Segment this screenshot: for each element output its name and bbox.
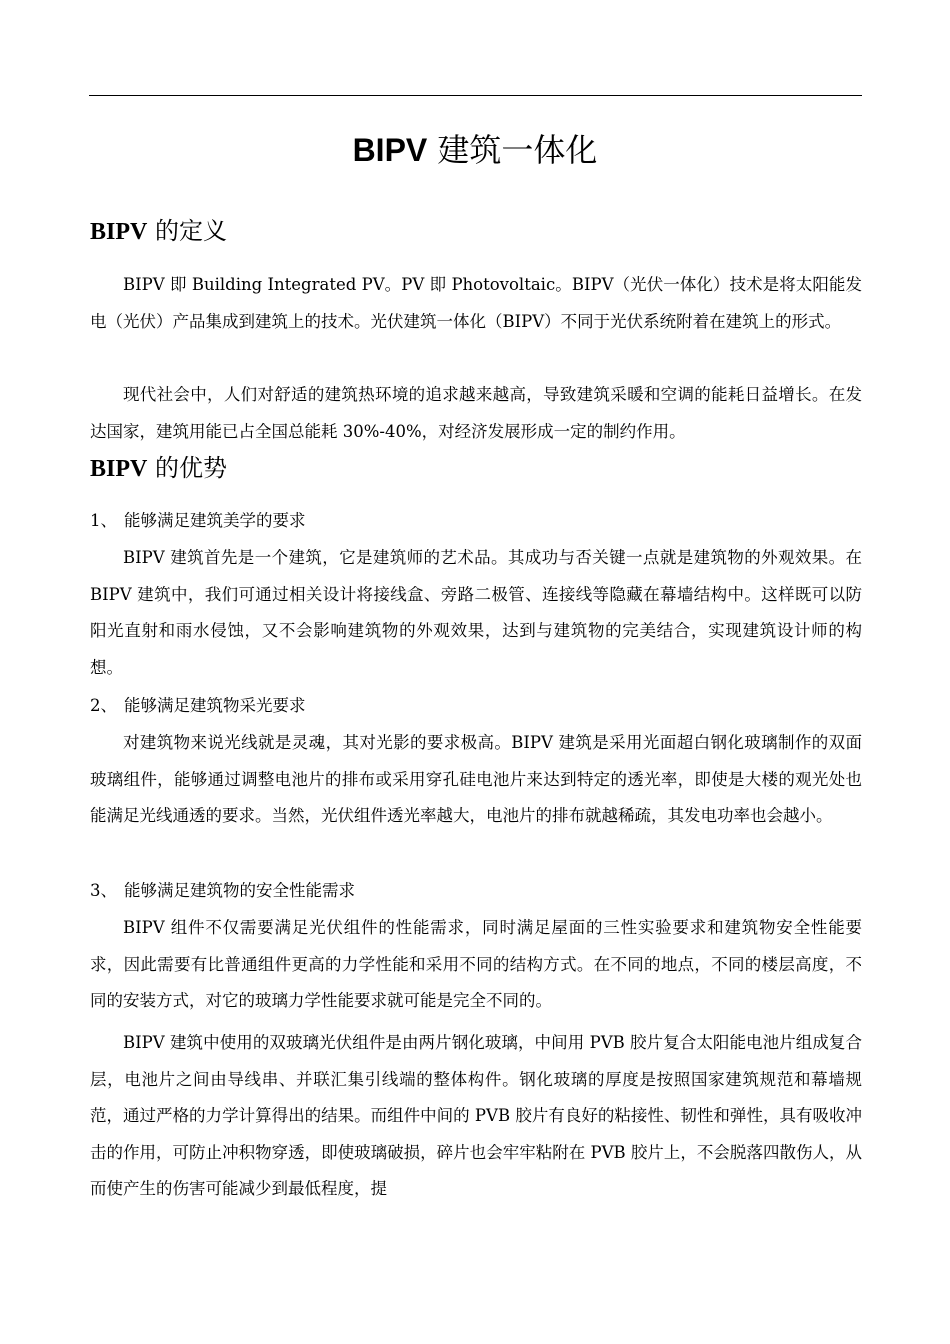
list-item-safety: 3、 能够满足建筑物的安全性能需求: [90, 881, 355, 900]
document-title: BIPV 建筑一体化: [352, 131, 598, 169]
paragraph-aesthetics: BIPV 建筑首先是一个建筑，它是建筑师的艺术品。其成功与否关键一点就是建筑物的外观效果。在 BIPV 建筑中，我们可通过相关设计将接线盒、旁路二极管、连接线等隐藏在幕墙结构中。这样既可以防阳光直射和雨水侵蚀，又不会影响建筑物的外观效果，达到与建筑物的完美结合，实现建筑设计师的构想。: [90, 548, 862, 677]
paragraph-safety: BIPV 组件不仅需要满足光伏组件的性能需求，同时满足屋面的三性实验要求和建筑物安全性能要求，因此需要有比普通组件更高的力学性能和采用不同的结构方式。在不同的地点，不同的楼层高度，不同的安装方式，对它的玻璃力学性能要求就可能是完全不同的。: [90, 918, 862, 1010]
paragraph-energy: 现代社会中，人们对舒适的建筑热环境的追求越来越高，导致建筑采暖和空调的能耗日益增长。在发达国家，建筑用能已占全国总能耗 30%-40%，对经济发展形成一定的制约作用。: [90, 385, 862, 441]
list-item-aesthetics: 1、 能够满足建筑美学的要求: [90, 511, 306, 530]
section-heading-definition: BIPV 的定义: [90, 217, 227, 245]
section-heading-advantages: BIPV 的优势: [90, 454, 227, 482]
paragraph-definition: BIPV 即 Building Integrated PV。PV 即 Photovoltaic。BIPV（光伏一体化）技术是将太阳能发电（光伏）产品集成到建筑上的技术。光伏建筑一体化（BIPV）不同于光伏系统附着在建筑上的形式。: [90, 275, 862, 331]
paragraph-glass: BIPV 建筑中使用的双玻璃光伏组件是由两片钢化玻璃，中间用 PVB 胶片复合太阳能电池片组成复合层，电池片之间由导线串、并联汇集引线端的整体构件。钢化玻璃的厚度是按照国家建筑规范和幕墙规范，通过严格的力学计算得出的结果。而组件中间的 PVB 胶片有良好的粘接性、韧性和弹性，具有吸收冲击的作用，可防止冲积物穿透，即使玻璃破损，碎片也会牢牢粘附在 PVB 胶片上，不会脱落四散伤人，从而使产生的伤害可能减少到最低程度，提: [90, 1033, 862, 1198]
paragraph-lighting: 对建筑物来说光线就是灵魂，其对光影的要求极高。BIPV 建筑是采用光面超白钢化玻璃制作的双面玻璃组件，能够通过调整电池片的排布或采用穿孔硅电池片来达到特定的透光率，即使是大楼的观光处也能满足光线通透的要求。当然，光伏组件透光率越大，电池片的排布就越稀疏，其发电功率也会越小。: [90, 733, 862, 825]
list-item-lighting: 2、 能够满足建筑物采光要求: [90, 696, 306, 715]
header-rule: [89, 95, 862, 96]
